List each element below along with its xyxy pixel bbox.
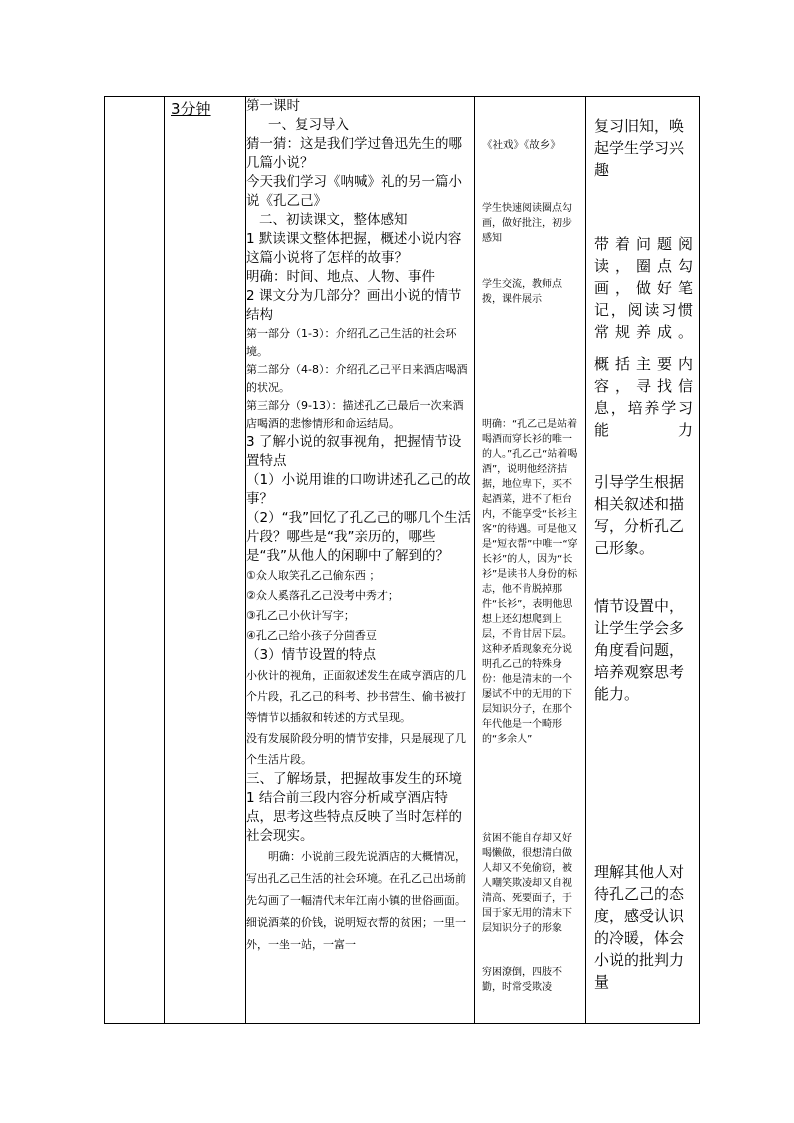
lesson-title: 第一课时 [246, 98, 300, 114]
activity-note: 明确：“孔乙己是站着喝酒而穿长衫的唯一的人。”孔乙己“站着喝酒”，说明他经济拮据，地位卑下，买不起酒菜，进不了柜台内，不能享受“长衫主客”的待遇。可是他又是“短衣帮”中唯一“穿长衫”的人，因为“长衫”是读书人身份的标志，他不肯脱掉那件“长衫”，表明他思想上还幻想爬到上层，不肯甘居下层。这种矛盾现象充分说明孔乙己的特殊身份：他是清末的一个屡试不中的无用的下层知识分子，在那个年代他是一个畸形的“多余人” [482, 419, 578, 745]
content-text: 第三部分（9-13）：描述孔乙己最后一次来酒店喝酒的悲惨情形和命运结局。 [246, 399, 464, 430]
activity-note: 学生快速阅读圈点勾画，做好批注，初步感知 [482, 203, 572, 244]
list-item: ③孔乙己小伙计写字； [246, 609, 355, 622]
activity-note: 学生交流，教师点拨，课件展示 [482, 279, 562, 305]
activity-note: 贫困不能自存却又好喝懒做，很想清白做人却又不免偷窃，被人嘲笑欺凌却又自视清高、死要面子，于国于家无用的清末下层知识分子的形象 [482, 833, 572, 934]
intent-text: 引导学生根据相关叙述和描写，分析孔乙己形象。 [594, 473, 685, 557]
activity-cell [475, 97, 586, 1024]
content-text: 第二部分（4-8）：介绍孔乙己平日来酒店喝酒的状况。 [246, 363, 468, 394]
content-text: 明确：小说前三段先说酒店的大概情况，写出孔乙己生活的社会环境。在孔乙己出场前先勾画了一幅清代末年江南小镇的世俗画面。细说酒菜的价钱，说明短衣帮的贫困；一里一外，一坐一站，一富一 [246, 850, 466, 951]
content-text: （3）情节设置的特点 [246, 647, 377, 663]
content-text: （1）小说用谁的口吻讲述孔乙己的故事？ [246, 472, 471, 507]
list-item: ④孔乙己给小孩子分茴香豆 [246, 629, 377, 642]
intent-text: 理解其他人对待孔乙己的态度，感受认识的冷暖，体会小说的批判力量 [594, 863, 685, 991]
activity-note: 穷困潦倒，四肢不勤，时常受欺凌 [482, 967, 562, 993]
time-label: 3分钟 [171, 100, 211, 118]
intent-text: 复习旧知，唤起学生学习兴趣 [594, 117, 685, 179]
list-item: ②众人奚落孔乙己没考中秀才； [246, 589, 399, 602]
activity-note: 《社戏》《故乡》 [482, 139, 561, 151]
section-heading: 三、了解场景，把握故事发生的环境 [246, 771, 462, 787]
section-heading: 二、初读课文，整体感知 [259, 212, 408, 228]
blank-cell [105, 97, 165, 1024]
intent-cell [586, 97, 700, 1024]
content-text: 这篇小说将了怎样的故事？ [246, 250, 408, 266]
content-text: 没有发展阶段分明的情节安排，只是展现了几个生活片段。 [246, 732, 466, 766]
section-heading: 一、复习导入 [268, 117, 349, 133]
intent-text: 带着问题阅读，圈点勾画，做好笔记，阅读习惯常规养成。 [594, 235, 693, 341]
intent-text: 情节设置中，让学生学会多角度看问题，培养观察思考能力。 [594, 597, 685, 703]
lesson-plan-table [104, 96, 700, 1024]
intent-text: 概括主要内容，寻找信息，培养学习能力 [594, 355, 693, 439]
content-text: 2 课文分为几部分？画出小说的情节结构 [246, 288, 462, 323]
content-text: 3 了解小说的叙事视角，把握情节设置特点 [246, 434, 462, 469]
content-text: （2）“我”回忆了孔乙己的哪几个生活片段？哪些是“我”亲历的，哪些是“我”从他人的闲聊中了解到的？ [246, 510, 472, 564]
content-text: 明确：时间、地点、人物、事件 [246, 269, 435, 285]
content-text: 猜一猜：这是我们学过鲁迅先生的哪几篇小说？ [246, 136, 462, 171]
content-text: 今天我们学习《呐喊》礼的另一篇小说《孔乙己》 [246, 174, 462, 209]
time-cell [165, 97, 246, 1024]
content-text: 第一部分（1-3）：介绍孔乙己生活的社会环境。 [246, 327, 457, 358]
list-item: ①众人取笑孔乙己偷东西 ； [246, 569, 381, 582]
content-cell [246, 97, 475, 1024]
content-text: 1 结合前三段内容分析咸亨酒店特点，思考这些特点反映了当时怎样的社会现实。 [246, 790, 462, 844]
table-row [105, 97, 700, 1024]
content-text: 1 默读课文整体把握，概述小说内容 [246, 231, 462, 247]
content-text: 小伙计的视角，正面叙述发生在咸亨酒店的几个片段，孔乙己的科考、抄书营生、偷书被打等情节以插叙和转述的方式呈现。 [246, 669, 466, 724]
